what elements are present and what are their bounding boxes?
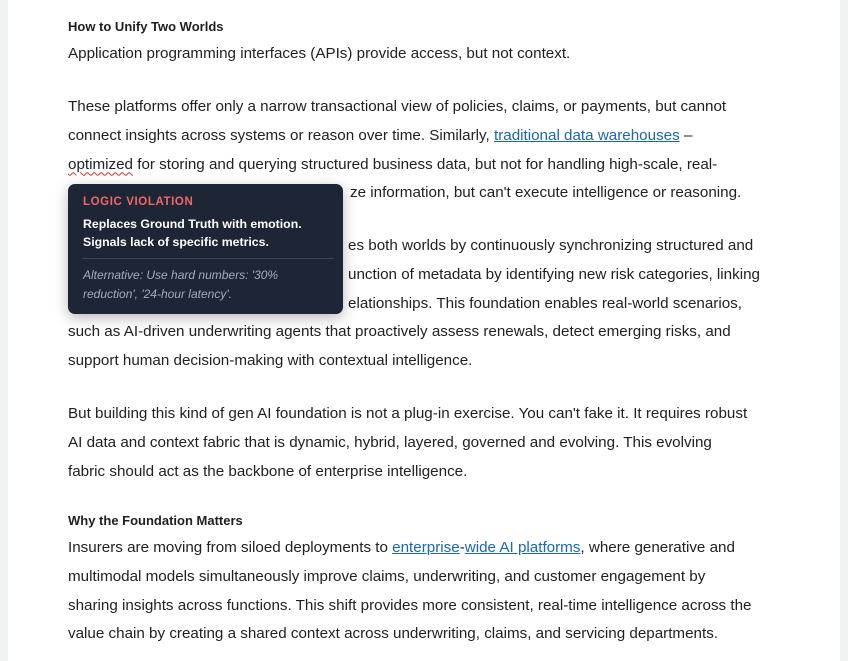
tooltip-label: LOGIC VIOLATION <box>83 196 194 208</box>
paragraph-line <box>68 122 793 151</box>
tooltip-divider <box>83 258 333 259</box>
paragraph-line <box>68 534 793 563</box>
section-heading-foundation: Why the Foundation Matters <box>68 513 243 528</box>
text-segment: for storing and querying structured business data, but not for handling high-scale, real- <box>133 155 718 173</box>
paragraph-line <box>68 151 793 180</box>
paragraph-line: multimodal models simultaneously improve claims, underwriting, and customer engagement by <box>68 567 706 585</box>
tooltip-message-line: Signals lack of specific metrics. <box>83 235 269 249</box>
paragraph-line: unction of metadata by identifying new risk categories, linking <box>348 265 760 283</box>
link-traditional-data-warehouses[interactable]: traditional data warehouses <box>493 126 680 144</box>
paragraph-line: These platforms offer only a narrow transactional view of policies, claims, or payments, but cannot <box>68 98 727 115</box>
paragraph-line: support human decision-making with contextual intelligence. <box>68 352 473 370</box>
text-segment: , where generative and <box>580 539 735 556</box>
link-enterprise[interactable]: enterprise <box>392 539 460 556</box>
paragraph-insurers <box>68 534 793 649</box>
page <box>8 0 840 661</box>
text-segment: Insurers are moving from siloed deployments to <box>68 539 393 556</box>
tooltip-message-line: Replaces Ground Truth with emotion. <box>83 217 302 231</box>
logic-violation-tooltip <box>68 184 343 314</box>
section-heading-unify: How to Unify Two Worlds <box>68 19 224 34</box>
paragraph-line: such as AI-driven underwriting agents that proactively assess renewals, detect emerging risks, and <box>68 323 731 341</box>
paragraph-line: AI data and context fabric that is dynamic, hybrid, layered, governed and evolving. This evolving <box>68 433 712 451</box>
text-segment: - <box>459 539 465 556</box>
tooltip-message <box>83 215 333 251</box>
link-wide-ai-platforms[interactable]: wide AI platforms <box>464 539 581 556</box>
paragraph-intro <box>68 40 793 69</box>
paragraph-line: fabric should act as the backbone of enterprise intelligence. <box>68 462 468 480</box>
flagged-word[interactable]: optimized <box>68 155 133 173</box>
paragraph-line: elationships. This foundation enables real-world scenarios, <box>348 294 742 312</box>
paragraph-line: But building this kind of gen AI foundation is not a plug-in exercise. You can't fake it. It requires robust <box>68 405 748 422</box>
tooltip-alternative <box>83 266 333 304</box>
paragraph-gen-ai-foundation <box>68 400 793 486</box>
text-segment: connect insights across systems or reason over time. Similarly, <box>68 126 494 144</box>
paragraph-line: ze information, but can't execute intelligence or reasoning. <box>350 184 742 202</box>
tooltip-alternative-line: Alternative: Use hard numbers: '30% <box>83 268 279 282</box>
paragraph-line: Application programming interfaces (APIs) provide access, but not context. <box>68 45 571 62</box>
tooltip-alternative-line: reduction', '24-hour latency'. <box>83 287 232 301</box>
text-segment: – <box>679 126 693 144</box>
paragraph-line: es both worlds by continuously synchronizing structured and <box>348 237 754 254</box>
paragraph-line: value chain by creating a shared context across underwriting, claims, and servicing departments. <box>68 625 719 643</box>
paragraph-line: sharing insights across functions. This shift provides more consistent, real-time intelligence across the <box>68 596 752 614</box>
